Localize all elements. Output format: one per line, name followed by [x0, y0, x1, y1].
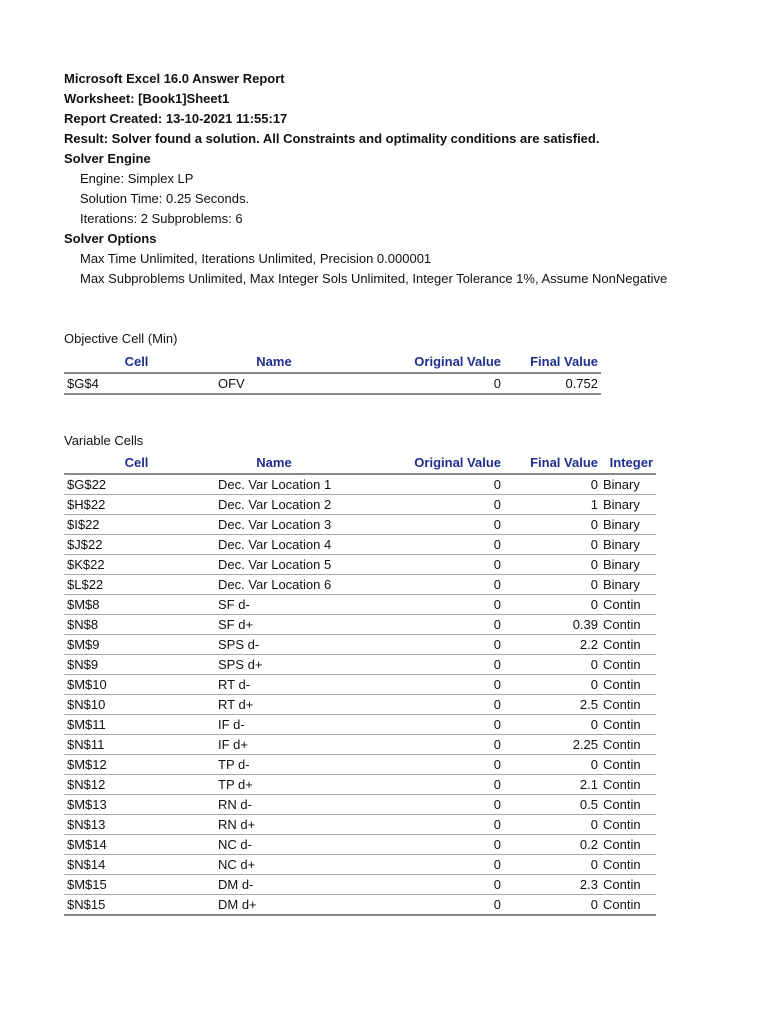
final-value: 0: [504, 575, 601, 595]
cell-ref: $H$22: [64, 495, 209, 515]
table-row: [64, 755, 656, 775]
col-header-cell: Cell: [64, 452, 209, 474]
col-header-original-value: Original Value: [339, 452, 504, 474]
cell-ref: $L$22: [64, 575, 209, 595]
cell-ref: $N$13: [64, 815, 209, 835]
original-value: 0: [339, 895, 504, 916]
cell-ref: $G$4: [64, 373, 209, 394]
final-value: 0: [504, 474, 601, 495]
original-value: 0: [339, 655, 504, 675]
objective-cell-heading: Objective Cell (Min): [64, 331, 178, 346]
variables-header-row: [64, 452, 656, 474]
objective-table: [64, 351, 601, 395]
original-value: 0: [339, 875, 504, 895]
variable-cells-heading: Variable Cells: [64, 433, 144, 448]
integer-type: Contin: [601, 655, 656, 675]
original-value: 0: [339, 715, 504, 735]
solver-engine-heading: Solver Engine: [64, 151, 151, 166]
cell-ref: $K$22: [64, 555, 209, 575]
cell-ref: $N$9: [64, 655, 209, 675]
cell-name: IF d-: [209, 715, 339, 735]
table-row: [64, 515, 656, 535]
cell-name: TP d-: [209, 755, 339, 775]
table-row: [64, 895, 656, 916]
original-value: 0: [339, 535, 504, 555]
final-value: 2.1: [504, 775, 601, 795]
table-row: [64, 795, 656, 815]
final-value: 2.2: [504, 635, 601, 655]
cell-ref: $M$9: [64, 635, 209, 655]
col-header-integer: Integer: [601, 452, 656, 474]
cell-ref: $N$12: [64, 775, 209, 795]
table-row: [64, 555, 656, 575]
final-value: 1: [504, 495, 601, 515]
original-value: 0: [339, 835, 504, 855]
original-value: 0: [339, 595, 504, 615]
final-value: 2.25: [504, 735, 601, 755]
original-value: 0: [339, 695, 504, 715]
cell-name: Dec. Var Location 3: [209, 515, 339, 535]
table-row: [64, 615, 656, 635]
cell-name: SPS d-: [209, 635, 339, 655]
col-header-final-value: Final Value: [504, 351, 601, 373]
table-row: [64, 635, 656, 655]
original-value: 0: [339, 795, 504, 815]
original-value: 0: [339, 495, 504, 515]
final-value: 2.5: [504, 695, 601, 715]
col-header-final-value: Final Value: [504, 452, 601, 474]
integer-type: Contin: [601, 615, 656, 635]
cell-name: DM d-: [209, 875, 339, 895]
cell-ref: $N$8: [64, 615, 209, 635]
table-row: [64, 875, 656, 895]
options-line-2: Max Subproblems Unlimited, Max Integer Sols Unlimited, Integer Tolerance 1%, Assume NonNegative: [80, 271, 668, 286]
original-value: 0: [339, 675, 504, 695]
table-row: [64, 855, 656, 875]
iterations-subproblems: Iterations: 2 Subproblems: 6: [80, 211, 243, 226]
cell-ref: $G$22: [64, 474, 209, 495]
cell-ref: $N$11: [64, 735, 209, 755]
integer-type: Binary: [601, 555, 656, 575]
integer-type: Contin: [601, 835, 656, 855]
variable-cells-table: [64, 452, 656, 916]
cell-name: RT d+: [209, 695, 339, 715]
original-value: 0: [339, 515, 504, 535]
integer-type: Contin: [601, 795, 656, 815]
integer-type: Contin: [601, 815, 656, 835]
final-value: 0: [504, 675, 601, 695]
cell-name: SF d-: [209, 595, 339, 615]
cell-name: NC d-: [209, 835, 339, 855]
table-row: [64, 775, 656, 795]
table-row: [64, 595, 656, 615]
original-value: 0: [339, 735, 504, 755]
variable-rows: [64, 474, 656, 915]
integer-type: Contin: [601, 875, 656, 895]
cell-ref: $M$13: [64, 795, 209, 815]
report-title: Microsoft Excel 16.0 Answer Report: [64, 71, 285, 86]
final-value: 0: [504, 655, 601, 675]
col-header-name: Name: [209, 452, 339, 474]
cell-ref: $I$22: [64, 515, 209, 535]
final-value: 0: [504, 595, 601, 615]
table-row: [64, 695, 656, 715]
cell-ref: $M$14: [64, 835, 209, 855]
final-value: 0: [504, 755, 601, 775]
integer-type: Binary: [601, 495, 656, 515]
table-row: [64, 655, 656, 675]
integer-type: Contin: [601, 675, 656, 695]
cell-name: OFV: [209, 373, 339, 394]
final-value: 0.5: [504, 795, 601, 815]
original-value: 0: [339, 775, 504, 795]
options-line-1: Max Time Unlimited, Iterations Unlimited, Precision 0.000001: [80, 251, 432, 266]
cell-ref: $N$14: [64, 855, 209, 875]
cell-name: SPS d+: [209, 655, 339, 675]
final-value: 0: [504, 515, 601, 535]
engine-type: Engine: Simplex LP: [80, 171, 194, 186]
integer-type: Contin: [601, 855, 656, 875]
worksheet-label: Worksheet: [Book1]Sheet1: [64, 91, 230, 106]
cell-ref: $J$22: [64, 535, 209, 555]
cell-name: NC d+: [209, 855, 339, 875]
original-value: 0: [339, 815, 504, 835]
integer-type: Contin: [601, 595, 656, 615]
integer-type: Binary: [601, 474, 656, 495]
final-value: 0.752: [504, 373, 601, 394]
cell-name: TP d+: [209, 775, 339, 795]
original-value: 0: [339, 635, 504, 655]
final-value: 0: [504, 815, 601, 835]
original-value: 0: [339, 575, 504, 595]
final-value: 0: [504, 895, 601, 916]
solution-time: Solution Time: 0.25 Seconds.: [80, 191, 250, 206]
cell-name: Dec. Var Location 5: [209, 555, 339, 575]
report-created: Report Created: 13-10-2021 11:55:17: [64, 111, 288, 126]
cell-name: Dec. Var Location 6: [209, 575, 339, 595]
cell-ref: $M$12: [64, 755, 209, 775]
cell-name: Dec. Var Location 2: [209, 495, 339, 515]
table-row: [64, 373, 601, 394]
table-row: [64, 474, 656, 495]
integer-type: Binary: [601, 535, 656, 555]
table-row: [64, 735, 656, 755]
integer-type: Contin: [601, 715, 656, 735]
integer-type: Binary: [601, 575, 656, 595]
cell-ref: $M$11: [64, 715, 209, 735]
original-value: 0: [339, 855, 504, 875]
col-header-original-value: Original Value: [339, 351, 504, 373]
cell-ref: $N$15: [64, 895, 209, 916]
integer-type: Contin: [601, 755, 656, 775]
col-header-cell: Cell: [64, 351, 209, 373]
table-row: [64, 535, 656, 555]
integer-type: Binary: [601, 515, 656, 535]
integer-type: Contin: [601, 635, 656, 655]
cell-name: SF d+: [209, 615, 339, 635]
cell-ref: $M$8: [64, 595, 209, 615]
cell-name: RT d-: [209, 675, 339, 695]
cell-name: RN d+: [209, 815, 339, 835]
integer-type: Contin: [601, 895, 656, 916]
integer-type: Contin: [601, 775, 656, 795]
table-row: [64, 495, 656, 515]
integer-type: Contin: [601, 735, 656, 755]
final-value: 2.3: [504, 875, 601, 895]
final-value: 0: [504, 715, 601, 735]
cell-ref: $M$10: [64, 675, 209, 695]
result-message: Result: Solver found a solution. All Constraints and optimality conditions are satisfied.: [64, 131, 600, 146]
objective-header-row: [64, 351, 601, 373]
cell-name: IF d+: [209, 735, 339, 755]
original-value: 0: [339, 615, 504, 635]
table-row: [64, 715, 656, 735]
original-value: 0: [339, 755, 504, 775]
final-value: 0: [504, 555, 601, 575]
cell-ref: $N$10: [64, 695, 209, 715]
cell-name: DM d+: [209, 895, 339, 916]
table-row: [64, 675, 656, 695]
table-row: [64, 835, 656, 855]
original-value: 0: [339, 474, 504, 495]
integer-type: Contin: [601, 695, 656, 715]
original-value: 0: [339, 373, 504, 394]
final-value: 0.39: [504, 615, 601, 635]
cell-name: Dec. Var Location 1: [209, 474, 339, 495]
table-row: [64, 575, 656, 595]
col-header-name: Name: [209, 351, 339, 373]
final-value: 0: [504, 535, 601, 555]
cell-name: RN d-: [209, 795, 339, 815]
cell-name: Dec. Var Location 4: [209, 535, 339, 555]
solver-options-heading: Solver Options: [64, 231, 157, 246]
original-value: 0: [339, 555, 504, 575]
cell-ref: $M$15: [64, 875, 209, 895]
final-value: 0: [504, 855, 601, 875]
table-row: [64, 815, 656, 835]
final-value: 0.2: [504, 835, 601, 855]
